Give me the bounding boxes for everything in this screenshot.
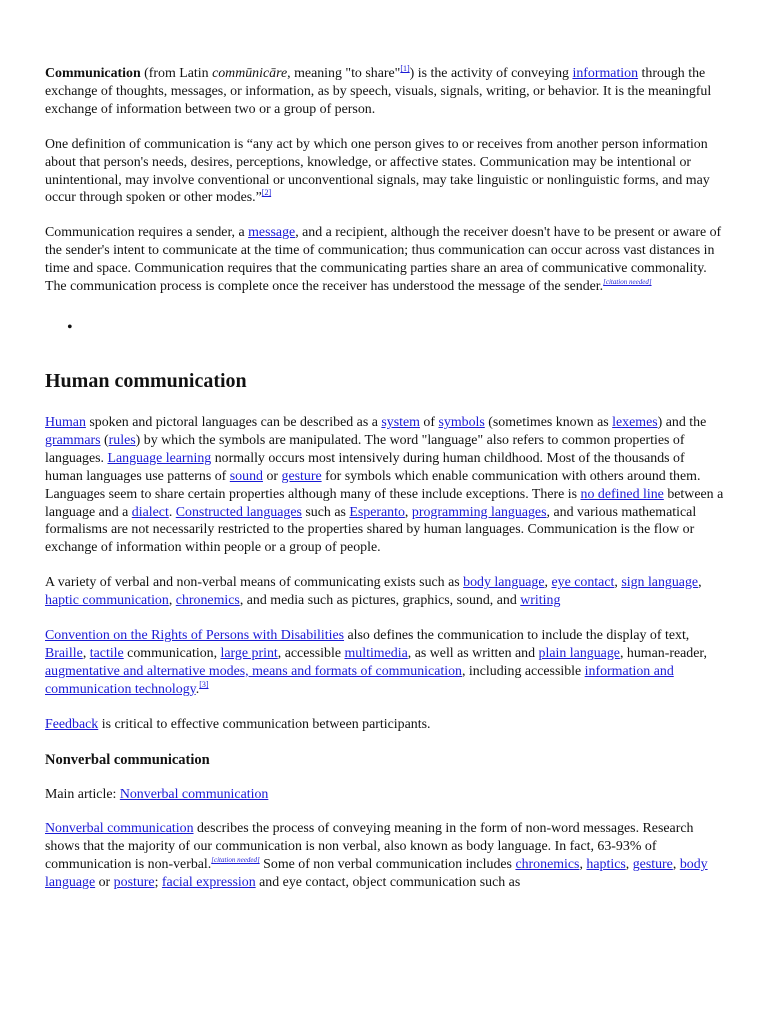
link-convention[interactable]: Convention on the Rights of Persons with Disabilities [45,628,345,644]
link-language-learning[interactable]: Language learning [107,450,212,466]
link-body-language-2[interactable]: body language [45,857,708,891]
requirements-paragraph [45,224,725,296]
text-run: or [95,875,114,891]
text-run: and eye contact, object communication such as [255,875,521,891]
link-main-article-nonverbal[interactable]: Nonverbal communication [119,786,269,802]
text-run: One definition of communication is “any act by which one person gives to or receives from another person information about that person's needs, desires, perceptions, knowledge, or affective states. Communication may be intentional or unintentional, may involve conventional or unconventional signals, may take linguistic or nonlinguistic forms, and may occur through spoken or other modes.” [45,136,710,206]
text-run: ; [154,875,162,891]
link-haptics[interactable]: haptics [586,857,626,873]
feedback-paragraph [45,716,725,734]
link-gesture-2[interactable]: gesture [632,857,673,873]
link-tactile[interactable]: tactile [89,645,124,661]
text-run: is critical to effective communication between participants. [98,716,431,732]
text-run: ) and the [657,414,707,430]
text-run: Some of non verbal communication includes [259,857,516,873]
text-run: , [698,575,702,591]
text-run: , and media such as pictures, graphics, sound, and [239,593,521,609]
link-chronemics[interactable]: chronemics [175,593,240,609]
ref-3-link[interactable]: [3] [199,679,209,689]
link-rules[interactable]: rules [108,432,136,448]
link-dialect[interactable]: dialect [131,504,169,520]
text-run: , [168,593,176,609]
text-run: ) by which the symbols are manipulated. The word "language" also refers to common properties of languages. [45,432,685,466]
link-constructed-languages[interactable]: Constructed languages [175,504,302,520]
text-run: , [579,857,587,873]
text-run: , [544,575,552,591]
text-run: Communication requires a sender, a [45,225,249,241]
heading-nonverbal-communication: Nonverbal communication [45,751,210,768]
ref-2-link[interactable]: [2] [261,188,272,198]
text-run: such as [301,504,350,520]
text-run: , [614,575,622,591]
link-esperanto[interactable]: Esperanto [349,504,405,520]
link-plain-language[interactable]: plain language [538,645,620,661]
link-eye-contact[interactable]: eye contact [551,575,615,591]
link-programming-languages[interactable]: programming languages [411,504,547,520]
link-facial-expression[interactable]: facial expression [161,875,256,891]
link-multimedia[interactable]: multimedia [344,645,408,661]
link-nonverbal-communication[interactable]: Nonverbal communication [45,821,194,837]
means-paragraph [45,574,725,610]
text-run: for symbols which enable communication with others around them. Languages seem to share certain properties although many of these include exceptions. There is [45,468,701,502]
link-system[interactable]: system [381,414,420,430]
definition-paragraph [45,136,725,208]
bullet-glyph: • [67,318,73,336]
heading-human-communication: Human communication [45,369,247,392]
ref-1-link[interactable]: [1] [400,64,410,73]
link-sign-language[interactable]: sign language [621,575,699,591]
link-large-print[interactable]: large print [220,645,278,661]
languages-paragraph [45,414,725,557]
text-run: , as well as written and [407,645,539,661]
text-run: ) is the activity of conveying [409,66,573,81]
link-chronemics-2[interactable]: chronemics [515,857,580,873]
link-writing[interactable]: writing [520,593,561,609]
text-run: through the exchange of thoughts, messages, or information, as by speech, visuals, signals, writing, or behavior. It is the meaningful exchange of information between two or a group of person. [45,66,712,117]
text-run: , [672,857,680,873]
text-run: A variety of verbal and non-verbal means of communicating exists such as [45,575,464,591]
text-run: , and various mathematical formalisms are not necessarily restricted to the properties shared by human languages. Communication is the flow or exchange of information within people or a group of people. [45,504,697,556]
link-information[interactable]: information [572,66,639,81]
link-augmentative[interactable]: augmentative and alternative modes, means and formats of communication [45,663,462,679]
text-run: communication, [123,645,221,661]
link-posture[interactable]: posture [113,875,155,891]
text-run: , meaning "to share" [287,66,401,81]
text-run: (sometimes known as [484,414,613,430]
text-run: ( [100,432,109,448]
text-run: describes the process of conveying meaning in the form of non-word messages. Research shows that the majority of our communication is non verbal, also known as body language. In fact, 63-93% of communication is non-verbal. [45,821,694,873]
text-run: , accessible [277,645,345,661]
text-run: between a language and a [45,486,724,520]
empty-list-item [45,313,725,363]
link-human[interactable]: Human [45,414,86,430]
text-run: (from Latin [140,66,213,81]
text-run: , [625,857,633,873]
article-body [45,65,725,909]
text-run: of [419,414,439,430]
citation-needed-link[interactable]: [citation needed] [211,856,260,865]
link-ict[interactable]: information and communication technology [45,663,674,697]
text-run: , [404,504,412,520]
link-gesture[interactable]: gesture [281,468,322,484]
convention-paragraph [45,627,725,699]
link-body-language[interactable]: body language [463,575,545,591]
term-communication: Communication [45,66,141,81]
text-run: . [168,504,176,520]
link-sound[interactable]: sound [229,468,263,484]
link-no-defined-line[interactable]: no defined line [580,486,664,502]
link-symbols[interactable]: symbols [438,414,485,430]
link-message[interactable]: message [248,225,296,241]
citation-needed-link[interactable]: [citation needed] [603,278,652,287]
text-run: , including accessible [461,663,585,679]
link-braille[interactable]: Braille [45,645,83,661]
link-haptic-communication[interactable]: haptic communication [45,593,169,609]
link-grammars[interactable]: grammars [45,432,101,448]
text-run: , [82,645,90,661]
intro-paragraph [45,65,725,119]
main-article-note [45,786,725,804]
link-lexemes[interactable]: lexemes [612,414,658,430]
nonverbal-paragraph [45,820,725,892]
text-run: , and a recipient, although the receiver doesn't have to be present or aware of the sender's intent to communicate at the time of communication; thus communication can occur across vast distances in time and space. Communication requires that the communicating parties share an area of communicative commonality. The communication process is complete once the receiver has understood the message of the sender. [45,225,722,295]
text-run: normally occurs most intensively during human childhood. Most of the thousands of human languages use patterns of [45,450,685,484]
text-run: also defines the communication to include the display of text, [344,628,690,644]
link-feedback[interactable]: Feedback [45,716,99,732]
text-run: spoken and pictoral languages can be described as a [85,414,382,430]
main-article-label: Main article: [45,786,120,802]
latin-term: commūnicāre [212,66,288,81]
text-run: . [195,681,200,697]
text-run: or [262,468,282,484]
text-run: , human-reader, [619,645,707,661]
